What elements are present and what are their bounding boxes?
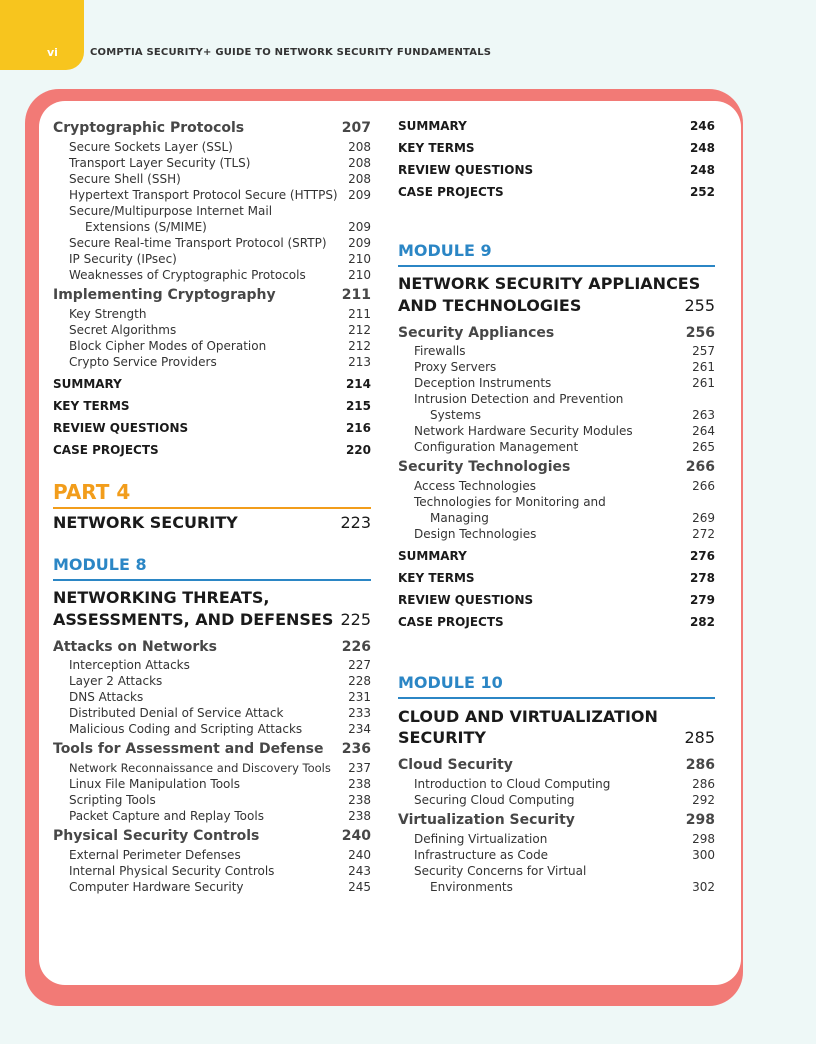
entry-title: Secure Real-time Transport Protocol (SRTP) <box>69 236 327 250</box>
page-tab <box>0 0 84 70</box>
entry-page: 212 <box>348 323 371 337</box>
entry-title: Implementing Cryptography <box>53 287 276 303</box>
module-rule <box>53 579 371 581</box>
entry-page: 245 <box>348 880 371 894</box>
entry-page: 226 <box>341 639 371 655</box>
entry-page: 279 <box>689 593 715 607</box>
entry-page: 263 <box>692 408 715 422</box>
entry-title: REVIEW QUESTIONS <box>398 593 534 607</box>
entry-title: Secure/Multipurpose Internet Mail <box>69 204 273 218</box>
entry-title: Key Strength <box>69 307 147 321</box>
entry-page: 248 <box>689 163 715 177</box>
entry-page: 300 <box>692 848 715 862</box>
entry-page: 208 <box>348 140 371 154</box>
entry-page: 276 <box>689 549 715 563</box>
entry-title: External Perimeter Defenses <box>69 848 241 862</box>
entry-page: 240 <box>341 828 371 844</box>
entry-page: 208 <box>348 156 371 170</box>
entry-page: 266 <box>692 479 715 493</box>
entry-page: 261 <box>692 376 715 390</box>
entry-title: Design Technologies <box>414 527 537 541</box>
entry-title: CLOUD AND VIRTUALIZATION <box>398 707 658 726</box>
entry-title: Intrusion Detection and Prevention <box>414 392 624 406</box>
entry-title: SUMMARY <box>398 119 467 133</box>
entry-page: 207 <box>341 120 371 136</box>
entry-title: Systems <box>430 408 481 422</box>
entry-page: 216 <box>345 421 371 435</box>
entry-page: 225 <box>340 610 371 629</box>
entry-page: 210 <box>348 268 371 282</box>
entry-page: 269 <box>692 511 715 525</box>
entry-title: Infrastructure as Code <box>414 848 549 862</box>
entry-title: NETWORK SECURITY APPLIANCES <box>398 274 701 293</box>
entry-page: 298 <box>692 832 715 846</box>
entry-title: Physical Security Controls <box>53 828 260 844</box>
entry-page: 264 <box>692 424 715 438</box>
entry-title: Cryptographic Protocols <box>53 120 245 136</box>
running-header: COMPTIA SECURITY+ GUIDE TO NETWORK SECURITY FUNDAMENTALS <box>90 47 492 58</box>
entry-title: Packet Capture and Replay Tools <box>69 809 264 823</box>
entry-page: 261 <box>692 360 715 374</box>
entry-title: Proxy Servers <box>414 360 497 374</box>
module-rule <box>398 265 715 267</box>
entry-page: 266 <box>685 459 715 475</box>
entry-page: 209 <box>348 236 371 250</box>
entry-title: Security Concerns for Virtual <box>414 864 587 878</box>
entry-title: NETWORKING THREATS, <box>53 588 270 607</box>
entry-title: Secure Sockets Layer (SSL) <box>69 140 233 154</box>
entry-page: 237 <box>348 761 371 775</box>
entry-page: 265 <box>692 440 715 454</box>
entry-page: 282 <box>689 615 715 629</box>
entry-page: 213 <box>348 355 371 369</box>
entry-title: Technologies for Monitoring and <box>414 495 606 509</box>
entry-page: 286 <box>685 757 715 773</box>
entry-title: IP Security (IPsec) <box>69 252 177 266</box>
entry-page: 256 <box>685 325 715 341</box>
entry-title: DNS Attacks <box>69 690 144 704</box>
entry-page: 236 <box>341 741 371 757</box>
entry-page: 286 <box>692 777 715 791</box>
entry-title: SUMMARY <box>398 549 467 563</box>
entry-title: Cloud Security <box>398 757 513 773</box>
entry-title: Secure Shell (SSH) <box>69 172 181 186</box>
entry-title: Configuration Management <box>414 440 579 454</box>
entry-title: Secret Algorithms <box>69 323 177 337</box>
entry-title: Deception Instruments <box>414 376 552 390</box>
module-rule <box>398 697 715 699</box>
entry-title: ASSESSMENTS, AND DEFENSES <box>53 610 334 629</box>
entry-page: 278 <box>689 571 715 585</box>
entry-title: Defining Virtualization <box>414 832 548 846</box>
entry-title: Security Technologies <box>398 459 571 475</box>
entry-title: CASE PROJECTS <box>398 615 504 629</box>
entry-page: 246 <box>689 119 715 133</box>
entry-page: 257 <box>692 344 715 358</box>
part-rule <box>53 507 371 509</box>
entry-title: Extensions (S/MIME) <box>85 220 207 234</box>
entry-page: 210 <box>348 252 371 266</box>
entry-page: 231 <box>348 690 371 704</box>
entry-title: Linux File Manipulation Tools <box>69 777 240 791</box>
entry-page: 214 <box>345 377 371 391</box>
entry-page: 220 <box>345 443 371 457</box>
entry-page: 298 <box>685 812 715 828</box>
entry-title: Scripting Tools <box>69 793 156 807</box>
entry-title: SECURITY <box>398 728 486 747</box>
entry-page: 223 <box>340 513 371 532</box>
entry-page: 212 <box>348 339 371 353</box>
entry-page: 285 <box>684 728 715 747</box>
entry-page: 234 <box>348 722 371 736</box>
entry-page: 209 <box>348 188 371 202</box>
entry-page: 255 <box>684 296 715 315</box>
entry-title: NETWORK SECURITY <box>53 513 238 532</box>
entry-title: AND TECHNOLOGIES <box>398 296 582 315</box>
entry-page: 227 <box>348 658 371 672</box>
entry-title: Hypertext Transport Protocol Secure (HTTPS) <box>69 188 338 202</box>
entry-page: 238 <box>348 777 371 791</box>
entry-title: Firewalls <box>414 344 466 358</box>
entry-title: Security Appliances <box>398 325 555 341</box>
entry-title: Malicious Coding and Scripting Attacks <box>69 722 303 736</box>
entry-page: 243 <box>348 864 371 878</box>
entry-page: 238 <box>348 793 371 807</box>
entry-title: Transport Layer Security (TLS) <box>69 156 251 170</box>
entry-title: Block Cipher Modes of Operation <box>69 339 267 353</box>
entry-title: KEY TERMS <box>398 141 475 155</box>
page-number: vi <box>47 46 58 59</box>
entry-page: 292 <box>692 793 715 807</box>
entry-title: REVIEW QUESTIONS <box>398 163 534 177</box>
entry-title: KEY TERMS <box>53 399 130 413</box>
entry-page: 211 <box>348 307 371 321</box>
entry-title: Tools for Assessment and Defense <box>53 741 324 757</box>
entry-page: 215 <box>345 399 371 413</box>
entry-page: 233 <box>348 706 371 720</box>
entry-title: Crypto Service Providers <box>69 355 217 369</box>
entry-title: CASE PROJECTS <box>53 443 159 457</box>
entry-title: Environments <box>430 880 513 894</box>
entry-title: Managing <box>430 511 489 525</box>
entry-title: Interception Attacks <box>69 658 190 672</box>
entry-page: 228 <box>348 674 371 688</box>
entry-page: 211 <box>341 287 371 303</box>
entry-title: Introduction to Cloud Computing <box>414 777 611 791</box>
entry-title: Virtualization Security <box>398 812 575 828</box>
entry-title: CASE PROJECTS <box>398 185 504 199</box>
entry-page: 302 <box>692 880 715 894</box>
entry-page: 238 <box>348 809 371 823</box>
entry-title: Layer 2 Attacks <box>69 674 163 688</box>
entry-title: Distributed Denial of Service Attack <box>69 706 284 720</box>
entry-page: 252 <box>689 185 715 199</box>
entry-title: Computer Hardware Security <box>69 880 244 894</box>
entry-title: Internal Physical Security Controls <box>69 864 275 878</box>
entry-title: Network Reconnaissance and Discovery Tools <box>69 761 331 775</box>
entry-page: 208 <box>348 172 371 186</box>
entry-title: Attacks on Networks <box>53 639 217 655</box>
entry-page: 209 <box>348 220 371 234</box>
entry-title: Network Hardware Security Modules <box>414 424 633 438</box>
entry-title: KEY TERMS <box>398 571 475 585</box>
entry-page: 240 <box>348 848 371 862</box>
entry-title: Securing Cloud Computing <box>414 793 575 807</box>
entry-page: 248 <box>689 141 715 155</box>
entry-page: 272 <box>692 527 715 541</box>
entry-title: SUMMARY <box>53 377 122 391</box>
entry-title: REVIEW QUESTIONS <box>53 421 189 435</box>
entry-title: Access Technologies <box>414 479 536 493</box>
entry-title: Weaknesses of Cryptographic Protocols <box>69 268 306 282</box>
